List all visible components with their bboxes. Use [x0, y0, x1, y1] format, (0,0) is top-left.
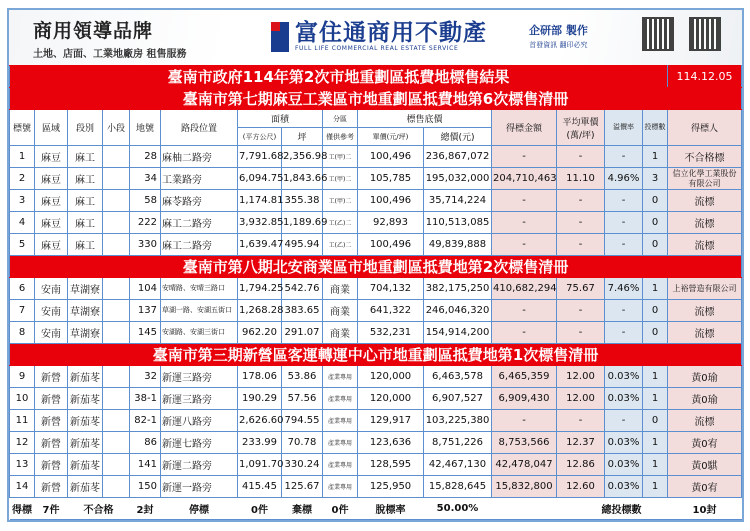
row-area: 麻豆: [35, 234, 68, 256]
row-road: 麻工二路旁: [161, 212, 238, 234]
row-unit-price: 123,636: [358, 432, 424, 454]
row-win-amount: -: [492, 322, 557, 344]
row-win-amount: 42,478,047: [492, 454, 557, 476]
row-premium: 0.03%: [605, 432, 643, 454]
row-sqm: 1,794.25: [238, 278, 282, 300]
row-winner: 流標: [668, 300, 742, 322]
row-no: 10: [10, 388, 35, 410]
row-no: 1: [10, 146, 35, 168]
row-area: 新營: [35, 432, 68, 454]
row-unit-price: 100,496: [358, 190, 424, 212]
row-no: 9: [10, 366, 35, 388]
row-winner: 上裕營造有限公司: [668, 278, 742, 300]
row-sqm: 962.20: [238, 322, 282, 344]
row-unit-price: 128,595: [358, 454, 424, 476]
row-zone: 工(甲)二: [323, 146, 358, 168]
dept-note: 首發資訊 翻印必究: [529, 41, 588, 49]
row-bids: 0: [643, 190, 668, 212]
row-avg-price: 12.86: [557, 454, 605, 476]
logo-english: FULL LIFE COMMERCIAL REAL ESTATE SERVICE: [295, 45, 459, 52]
row-lot: 145: [130, 322, 161, 344]
table-row: [10, 278, 742, 300]
row-sqm: 3,932.85: [238, 212, 282, 234]
row-road: 新運二路旁: [161, 454, 238, 476]
row-area: 安南: [35, 322, 68, 344]
row-bids: 0: [643, 410, 668, 432]
row-road: 新運八路旁: [161, 410, 238, 432]
row-lot: 141: [130, 454, 161, 476]
row-lot: 28: [130, 146, 161, 168]
row-section: 新茄苳: [68, 476, 103, 498]
header-sqm: (平方公尺): [238, 128, 282, 146]
row-total-price: 246,046,320: [424, 300, 492, 322]
row-avg-price: -: [557, 234, 605, 256]
bids-label: 總投標數: [492, 498, 643, 520]
row-subsection: [103, 410, 130, 432]
row-ping: 794.55: [282, 410, 323, 432]
row-area: 麻豆: [35, 146, 68, 168]
row-total-price: 49,839,888: [424, 234, 492, 256]
row-sqm: 178.06: [238, 366, 282, 388]
table-row: [10, 146, 742, 168]
row-section: 新茄苳: [68, 410, 103, 432]
header-avg: [557, 110, 605, 146]
row-winner: 黃0騏: [668, 454, 742, 476]
row-unit-price: 120,000: [358, 388, 424, 410]
row-section: 新茄苳: [68, 388, 103, 410]
row-road: 新運一路旁: [161, 476, 238, 498]
row-bids: 3: [643, 168, 668, 190]
table-row: [10, 410, 742, 432]
row-road: 新運三路旁: [161, 388, 238, 410]
header-bids: 投標數: [643, 110, 668, 146]
row-sqm: 1,174.81: [238, 190, 282, 212]
row-section: 麻工: [68, 234, 103, 256]
row-win-amount: -: [492, 234, 557, 256]
row-unit-price: 125,950: [358, 476, 424, 498]
row-bids: 1: [643, 146, 668, 168]
table-row: [10, 300, 742, 322]
row-premium: 4.96%: [605, 168, 643, 190]
row-zone: 工(甲)二: [323, 190, 358, 212]
row-avg-price: 11.10: [557, 168, 605, 190]
section-title-row: [10, 344, 742, 366]
row-area: 新營: [35, 410, 68, 432]
row-total-price: 8,751,226: [424, 432, 492, 454]
header-avg-label: 平均單價: [562, 117, 599, 128]
row-premium: -: [605, 212, 643, 234]
row-win-amount: -: [492, 212, 557, 234]
row-bids: 0: [643, 322, 668, 344]
row-road: 安湖路、安湖三街口: [161, 322, 238, 344]
row-bids: 1: [643, 454, 668, 476]
row-road: 新運七路旁: [161, 432, 238, 454]
row-zone: 工(甲)二: [323, 168, 358, 190]
row-avg-price: -: [557, 212, 605, 234]
row-win-amount: 15,832,800: [492, 476, 557, 498]
row-area: 新營: [35, 388, 68, 410]
row-no: 4: [10, 212, 35, 234]
row-sqm: 6,094.75: [238, 168, 282, 190]
header-winner: 得標人: [668, 110, 742, 146]
row-ping: 70.78: [282, 432, 323, 454]
row-bids: 1: [643, 388, 668, 410]
row-total-price: 6,907,527: [424, 388, 492, 410]
row-winner: 信立化學工業股份有限公司: [668, 168, 742, 190]
row-win-amount: 410,682,294: [492, 278, 557, 300]
row-avg-price: -: [557, 190, 605, 212]
brand-title: 商用領導品牌: [33, 20, 154, 42]
row-ping: 53.86: [282, 366, 323, 388]
row-total-price: 35,714,224: [424, 190, 492, 212]
row-zone: 商業: [323, 300, 358, 322]
header-section: 段別: [68, 110, 103, 146]
row-lot: 34: [130, 168, 161, 190]
row-premium: -: [605, 146, 643, 168]
header-zone: 分區: [323, 110, 358, 128]
row-sqm: 190.29: [238, 388, 282, 410]
row-unit-price: 129,917: [358, 410, 424, 432]
row-unit-price: 100,496: [358, 146, 424, 168]
row-win-amount: 204,710,463: [492, 168, 557, 190]
header-total: 總價(元): [424, 128, 492, 146]
row-bids: 1: [643, 366, 668, 388]
row-sqm: 1,268.28: [238, 300, 282, 322]
row-road: 安晴路、安晴三路口: [161, 278, 238, 300]
row-no: 3: [10, 190, 35, 212]
row-no: 6: [10, 278, 35, 300]
row-sqm: 415.45: [238, 476, 282, 498]
won-count: 7件: [35, 498, 68, 520]
table-row: [10, 322, 742, 344]
dept-name: 企研部 製作: [529, 24, 588, 37]
row-winner: 流標: [668, 190, 742, 212]
row-premium: 0.03%: [605, 366, 643, 388]
department-credit: [529, 22, 588, 50]
company-logo: [271, 21, 487, 52]
row-road: 麻苓路旁: [161, 190, 238, 212]
row-total-price: 195,032,000: [424, 168, 492, 190]
row-sqm: 7,791.68: [238, 146, 282, 168]
table-row: [10, 366, 742, 388]
row-lot: 38-1: [130, 388, 161, 410]
row-section: 草湖寮: [68, 300, 103, 322]
row-road: 草湖一路、安湖五街口: [161, 300, 238, 322]
row-lot: 222: [130, 212, 161, 234]
row-road: 新運三路旁: [161, 366, 238, 388]
row-avg-price: 12.00: [557, 388, 605, 410]
row-ping: 291.07: [282, 322, 323, 344]
row-ping: 383.65: [282, 300, 323, 322]
banner: [9, 10, 742, 65]
row-winner: 黃0宥: [668, 432, 742, 454]
row-section: 麻工: [68, 190, 103, 212]
row-avg-price: -: [557, 410, 605, 432]
row-ping: 330.24: [282, 454, 323, 476]
row-zone: 產業專用: [323, 388, 358, 410]
row-sqm: 2,626.60: [238, 410, 282, 432]
qr-code-icon: [644, 19, 672, 49]
header-avg-unit: (萬/坪): [566, 130, 595, 141]
row-subsection: [103, 366, 130, 388]
row-no: 12: [10, 432, 35, 454]
row-area: 麻豆: [35, 168, 68, 190]
row-area: 麻豆: [35, 190, 68, 212]
row-zone: 產業專用: [323, 410, 358, 432]
row-subsection: [103, 234, 130, 256]
row-winner: 流標: [668, 322, 742, 344]
row-win-amount: -: [492, 146, 557, 168]
row-no: 11: [10, 410, 35, 432]
row-section: 麻工: [68, 168, 103, 190]
table-row: [10, 476, 742, 498]
row-win-amount: 8,753,566: [492, 432, 557, 454]
row-subsection: [103, 168, 130, 190]
row-total-price: 6,463,578: [424, 366, 492, 388]
header-premium: 溢價率: [605, 110, 643, 146]
row-section: 新茄苳: [68, 366, 103, 388]
row-winner: 黃0瑜: [668, 388, 742, 410]
table-row: [10, 168, 742, 190]
main-title: 臺南市政府114年第2次市地重劃區抵費地標售結果: [10, 66, 668, 88]
row-no: 14: [10, 476, 35, 498]
row-section: 新茄苳: [68, 454, 103, 476]
row-area: 新營: [35, 366, 68, 388]
row-sqm: 1,091.70: [238, 454, 282, 476]
rate-value: 50.00%: [424, 498, 492, 520]
row-premium: 0.03%: [605, 454, 643, 476]
table-row: [10, 432, 742, 454]
date: 114.12.05: [668, 66, 742, 88]
row-unit-price: 704,132: [358, 278, 424, 300]
row-total-price: 154,914,200: [424, 322, 492, 344]
row-ping: 542.76: [282, 278, 323, 300]
row-avg-price: -: [557, 300, 605, 322]
row-area: 安南: [35, 300, 68, 322]
header-area: 區域: [35, 110, 68, 146]
row-bids: 0: [643, 234, 668, 256]
row-no: 13: [10, 454, 35, 476]
row-premium: 0.03%: [605, 476, 643, 498]
brand-block: [33, 16, 186, 60]
header-subsection: 小段: [103, 110, 130, 146]
row-winner: 黃0瑜: [668, 366, 742, 388]
section-title: 臺南市第三期新營區客運轉運中心市地重劃區抵費地第1次標售清冊: [10, 344, 742, 366]
summary-row: [10, 498, 742, 520]
row-zone: 商業: [323, 278, 358, 300]
section-title-row: [10, 256, 742, 278]
row-total-price: 103,225,380: [424, 410, 492, 432]
main-title-row: [10, 66, 742, 88]
logo-mark-icon: [271, 22, 289, 52]
row-unit-price: 105,785: [358, 168, 424, 190]
abandon-label: 棄標: [282, 498, 323, 520]
row-win-amount: 6,909,430: [492, 388, 557, 410]
row-bids: 1: [643, 476, 668, 498]
results-table: [9, 65, 742, 520]
row-premium: 0.03%: [605, 388, 643, 410]
row-section: 麻工: [68, 146, 103, 168]
bids-total: 10封: [668, 498, 742, 520]
table-row: [10, 388, 742, 410]
header-zone-note: 僅供參考: [323, 128, 358, 146]
section-title: 臺南市第八期北安商業區市地重劃區抵費地第2次標售清冊: [10, 256, 742, 278]
row-zone: 商業: [323, 322, 358, 344]
row-ping: 1,843.66: [282, 168, 323, 190]
row-premium: -: [605, 322, 643, 344]
row-area: 新營: [35, 454, 68, 476]
section-title-row: [10, 88, 742, 110]
header-ping: 坪: [282, 128, 323, 146]
row-ping: 355.38: [282, 190, 323, 212]
row-road: 麻柚二路旁: [161, 146, 238, 168]
qr-code-icon: [691, 19, 719, 49]
row-unit-price: 120,000: [358, 366, 424, 388]
row-subsection: [103, 278, 130, 300]
stop-count: 0件: [238, 498, 282, 520]
brand-subtitle: 土地、店面、工業地廠房 租售服務: [33, 49, 187, 60]
row-subsection: [103, 146, 130, 168]
row-lot: 82-1: [130, 410, 161, 432]
column-header-row: [10, 110, 742, 128]
row-zone: 產業專用: [323, 476, 358, 498]
row-total-price: 42,467,130: [424, 454, 492, 476]
stop-label: 停標: [161, 498, 238, 520]
table-row: [10, 190, 742, 212]
row-zone: 產業專用: [323, 432, 358, 454]
row-avg-price: 75.67: [557, 278, 605, 300]
row-ping: 495.94: [282, 234, 323, 256]
row-lot: 150: [130, 476, 161, 498]
row-subsection: [103, 300, 130, 322]
section-title: 臺南市第七期麻豆工業區市地重劃區抵費地第6次標售清冊: [10, 88, 742, 110]
row-ping: 57.56: [282, 388, 323, 410]
row-zone: 工(乙)二: [323, 212, 358, 234]
row-lot: 86: [130, 432, 161, 454]
header-unit: 單價(元/坪): [358, 128, 424, 146]
row-premium: -: [605, 410, 643, 432]
row-subsection: [103, 388, 130, 410]
row-premium: -: [605, 234, 643, 256]
fail-label: 不合格: [68, 498, 130, 520]
row-subsection: [103, 212, 130, 234]
row-subsection: [103, 476, 130, 498]
row-winner: 流標: [668, 410, 742, 432]
row-lot: 104: [130, 278, 161, 300]
row-winner: 不合格標: [668, 146, 742, 168]
abandon-count: 0件: [323, 498, 358, 520]
row-total-price: 382,175,250: [424, 278, 492, 300]
row-premium: 7.46%: [605, 278, 643, 300]
document-frame: [7, 8, 744, 522]
row-no: 2: [10, 168, 35, 190]
row-premium: -: [605, 300, 643, 322]
row-avg-price: -: [557, 322, 605, 344]
row-unit-price: 92,893: [358, 212, 424, 234]
won-label: 得標: [10, 498, 35, 520]
row-subsection: [103, 454, 130, 476]
row-road: 工業路旁: [161, 168, 238, 190]
rate-label: 脫標率: [358, 498, 424, 520]
row-unit-price: 100,496: [358, 234, 424, 256]
row-total-price: 236,867,072: [424, 146, 492, 168]
row-win-amount: -: [492, 190, 557, 212]
header-road: 路段位置: [161, 110, 238, 146]
header-base: 標售底價: [358, 110, 492, 128]
row-ping: 2,356.98: [282, 146, 323, 168]
row-section: 草湖寮: [68, 278, 103, 300]
row-subsection: [103, 190, 130, 212]
row-lot: 32: [130, 366, 161, 388]
row-unit-price: 641,322: [358, 300, 424, 322]
row-no: 8: [10, 322, 35, 344]
table-row: [10, 454, 742, 476]
fail-count: 2封: [130, 498, 161, 520]
row-section: 草湖寮: [68, 322, 103, 344]
row-win-amount: 6,465,359: [492, 366, 557, 388]
row-lot: 137: [130, 300, 161, 322]
row-bids: 1: [643, 278, 668, 300]
row-section: 新茄苳: [68, 432, 103, 454]
row-sqm: 233.99: [238, 432, 282, 454]
header-size: 面積: [238, 110, 323, 128]
row-unit-price: 532,231: [358, 322, 424, 344]
row-bids: 0: [643, 300, 668, 322]
row-road: 麻工二路旁: [161, 234, 238, 256]
row-total-price: 110,513,085: [424, 212, 492, 234]
row-avg-price: 12.37: [557, 432, 605, 454]
row-zone: 工(乙)二: [323, 234, 358, 256]
row-winner: 黃0宥: [668, 476, 742, 498]
row-bids: 1: [643, 432, 668, 454]
row-bids: 0: [643, 212, 668, 234]
row-avg-price: 12.00: [557, 366, 605, 388]
row-avg-price: 12.60: [557, 476, 605, 498]
header-no: 標號: [10, 110, 35, 146]
row-subsection: [103, 432, 130, 454]
row-lot: 58: [130, 190, 161, 212]
row-no: 7: [10, 300, 35, 322]
row-lot: 330: [130, 234, 161, 256]
row-ping: 125.67: [282, 476, 323, 498]
row-area: 麻豆: [35, 212, 68, 234]
row-total-price: 15,828,645: [424, 476, 492, 498]
row-ping: 1,189.69: [282, 212, 323, 234]
header-win-amount: 得標金額: [492, 110, 557, 146]
row-premium: -: [605, 190, 643, 212]
row-zone: 產業專用: [323, 366, 358, 388]
row-avg-price: -: [557, 146, 605, 168]
table-row: [10, 234, 742, 256]
header-lot: 地號: [130, 110, 161, 146]
row-area: 安南: [35, 278, 68, 300]
table-row: [10, 212, 742, 234]
row-sqm: 1,639.47: [238, 234, 282, 256]
row-win-amount: -: [492, 300, 557, 322]
row-subsection: [103, 322, 130, 344]
row-area: 新營: [35, 476, 68, 498]
row-section: 麻工: [68, 212, 103, 234]
row-winner: 流標: [668, 234, 742, 256]
row-winner: 流標: [668, 212, 742, 234]
row-no: 5: [10, 234, 35, 256]
row-win-amount: -: [492, 410, 557, 432]
logo-name: 富住通商用不動產: [295, 20, 487, 46]
row-zone: 產業專用: [323, 454, 358, 476]
